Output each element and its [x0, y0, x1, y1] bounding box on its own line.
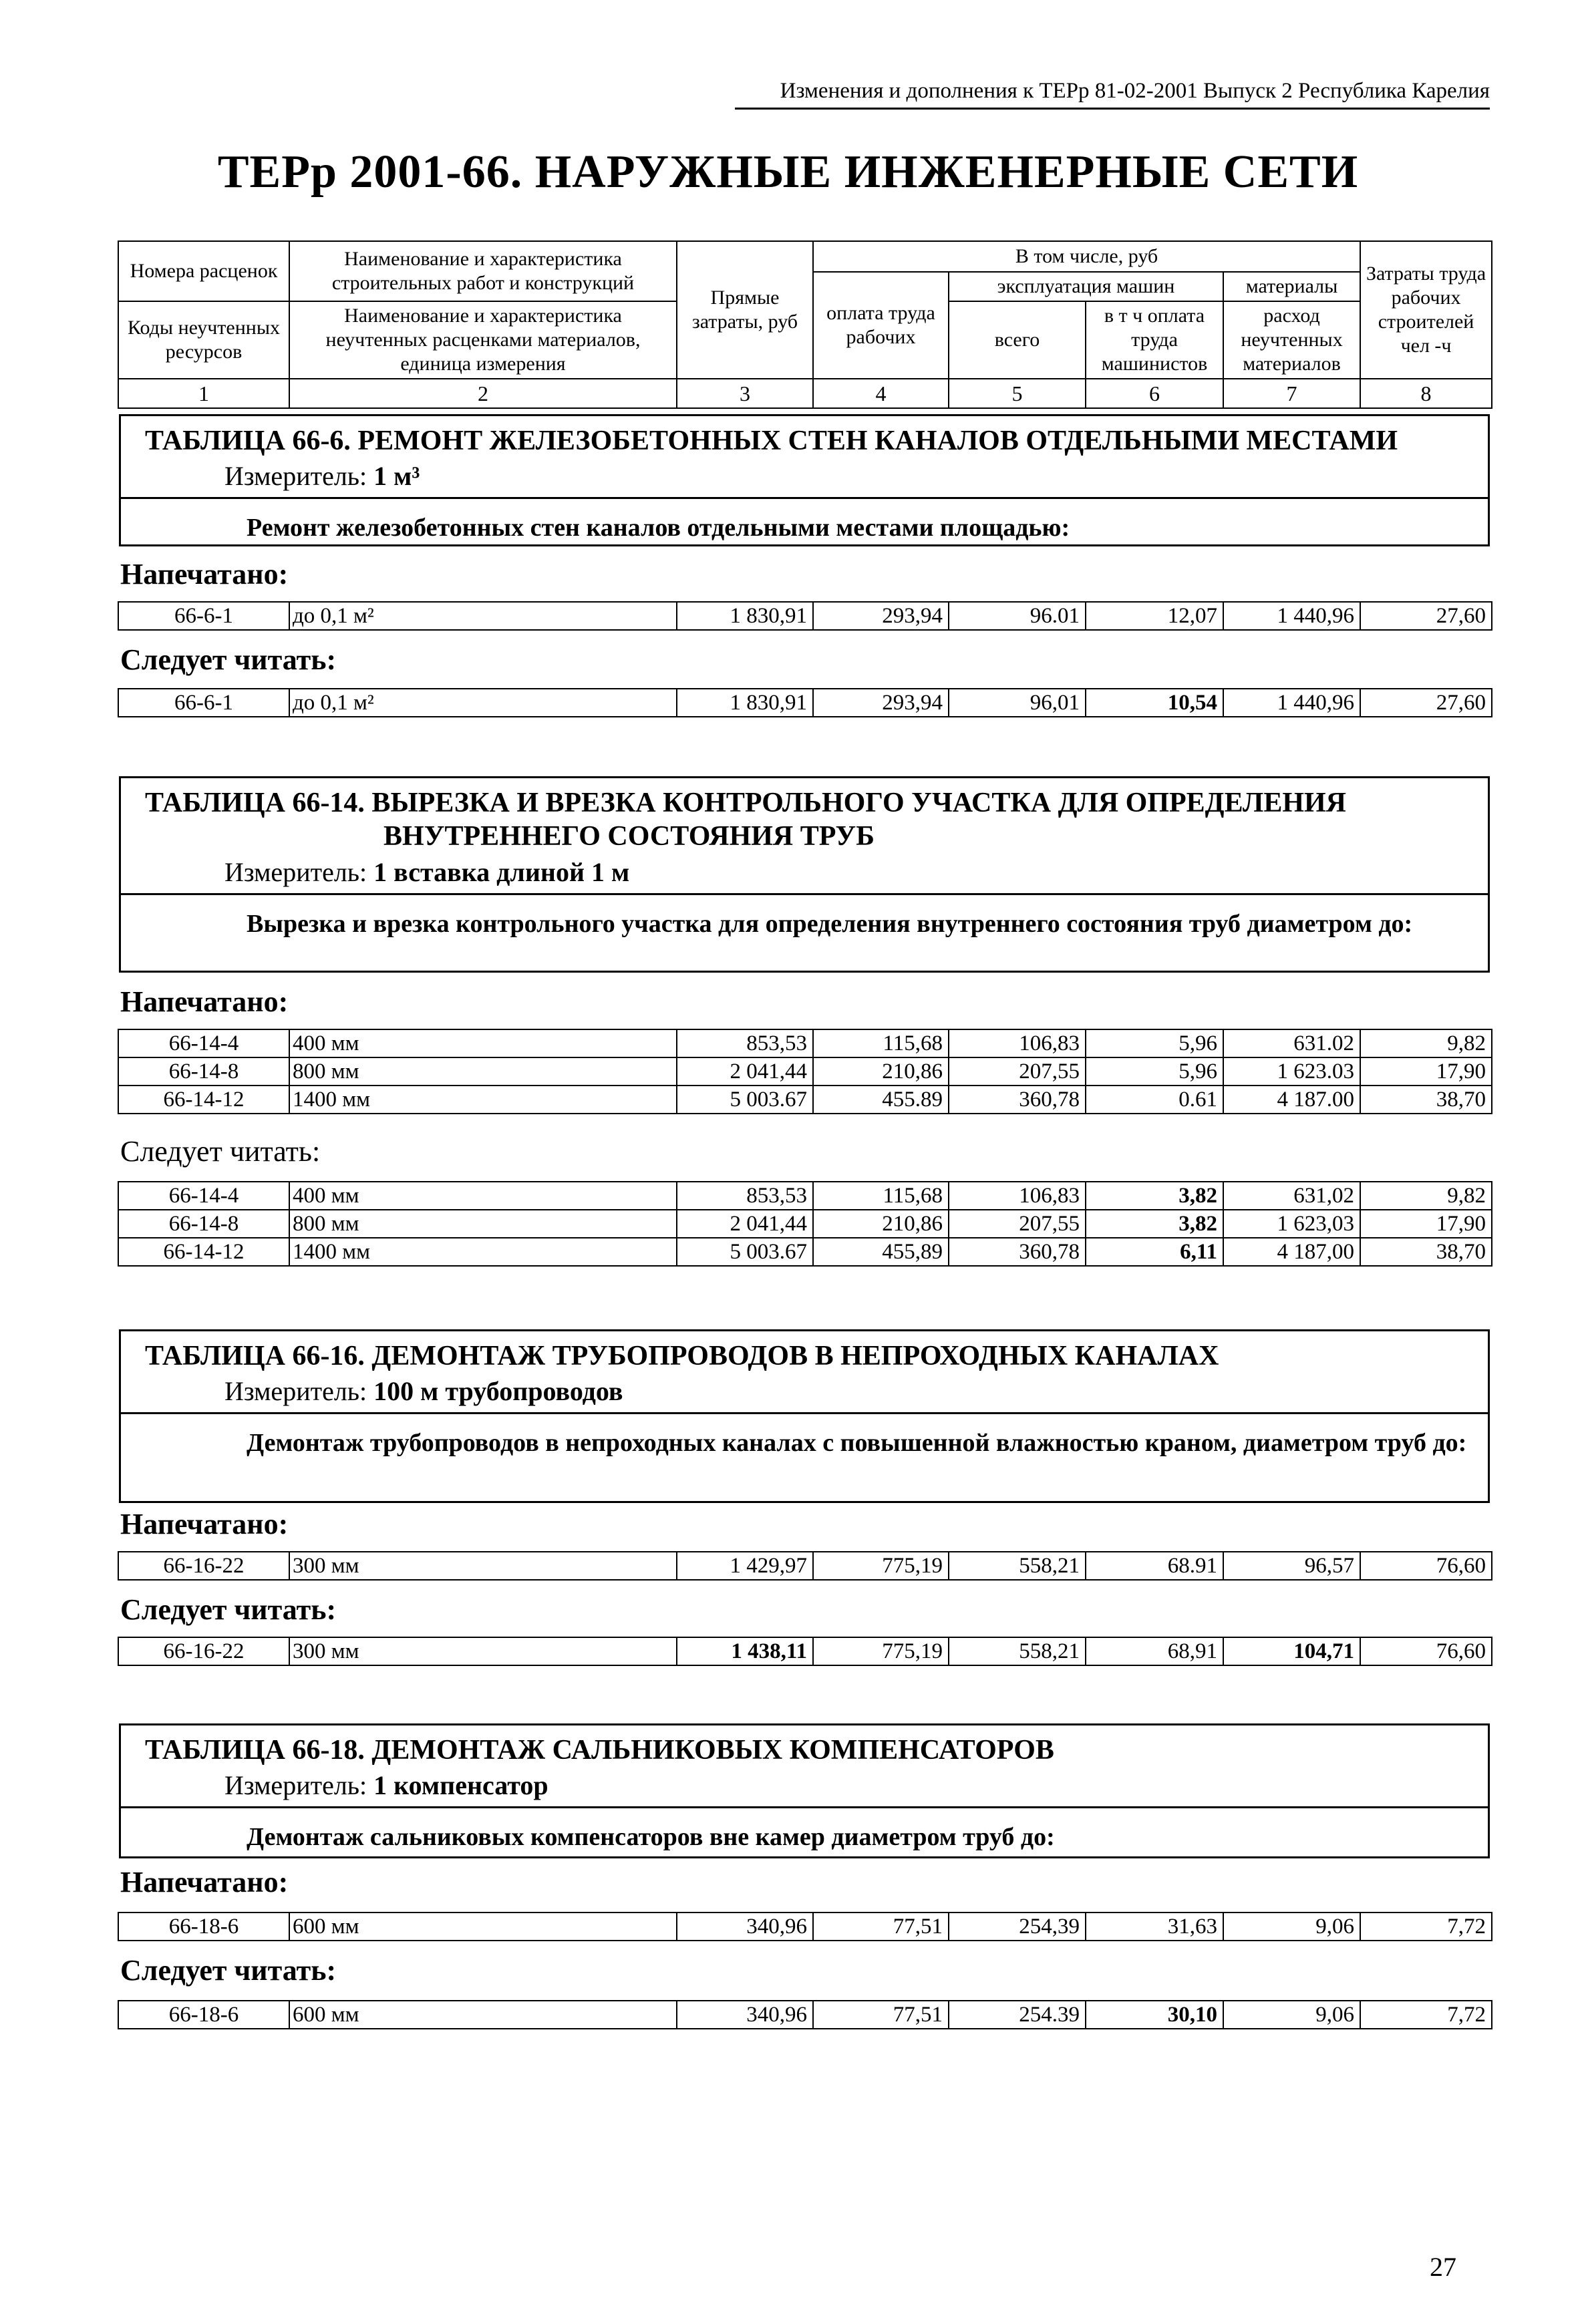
col-number: 4 — [813, 379, 949, 408]
should-read-table — [118, 2000, 1492, 2029]
section-measure — [121, 1767, 1488, 1806]
value-cell: 30,10 — [1086, 2001, 1223, 2029]
section-table-66-16 — [119, 1329, 1490, 1503]
value-cell: 207,55 — [949, 1210, 1086, 1238]
header-labor-costs: Затраты труда рабочих строителей чел -ч — [1360, 241, 1492, 379]
col-number: 8 — [1360, 379, 1492, 408]
should-read-label: Следует читать: — [120, 1954, 337, 1987]
section-title-line1: ТАБЛИЦА 66-14. ВЫРЕЗКА И ВРЕЗКА КОНТРОЛЬНОГО УЧАСТКА ДЛЯ ОПРЕДЕЛЕНИЯ — [145, 788, 1347, 818]
section-title-line2: ВНУТРЕННЕГО СОСТОЯНИЯ ТРУБ — [383, 821, 875, 852]
value-cell: 1 830,91 — [677, 689, 813, 717]
header-wages: оплата труда рабочих — [813, 272, 949, 379]
rate-name-cell: 400 мм — [289, 1182, 677, 1210]
should-read-table — [118, 688, 1492, 717]
value-cell: 10,54 — [1086, 689, 1223, 717]
table-row — [118, 1057, 1492, 1086]
value-cell: 631.02 — [1223, 1029, 1360, 1057]
value-cell: 5,96 — [1086, 1057, 1223, 1086]
table-row — [118, 1029, 1492, 1057]
measure-value: 100 м трубопроводов — [373, 1376, 623, 1407]
value-cell: 38,70 — [1360, 1238, 1492, 1266]
value-cell: 1 429,97 — [677, 1552, 813, 1580]
value-cell: 96,57 — [1223, 1552, 1360, 1580]
rate-name-cell: 600 мм — [289, 2001, 677, 2029]
value-cell: 38,70 — [1360, 1086, 1492, 1114]
printed-label: Напечатано: — [120, 1508, 289, 1540]
rate-name-cell: до 0,1 м² — [289, 602, 677, 630]
value-cell: 853,53 — [677, 1182, 813, 1210]
section-measure — [121, 854, 1488, 893]
value-cell: 1 440,96 — [1223, 689, 1360, 717]
header-machines: эксплуатация машин — [949, 272, 1223, 301]
header-resource-codes: Коды неучтенных ресурсов — [118, 301, 289, 379]
rate-name-cell: до 0,1 м² — [289, 689, 677, 717]
value-cell: 340,96 — [677, 2001, 813, 2029]
rate-code-cell: 66-16-22 — [118, 1552, 289, 1580]
value-cell: 2 041,44 — [677, 1057, 813, 1086]
value-cell: 115,68 — [813, 1029, 949, 1057]
table-row — [118, 1637, 1492, 1665]
printed-table — [118, 1029, 1492, 1114]
section-title — [121, 778, 1488, 854]
value-cell: 77,51 — [813, 1913, 949, 1941]
value-cell: 1 440,96 — [1223, 602, 1360, 630]
measure-value: 1 вставка длиной 1 м — [373, 856, 630, 887]
should-read-table — [118, 1181, 1492, 1267]
value-cell: 1 623,03 — [1223, 1210, 1360, 1238]
table-row — [118, 602, 1492, 630]
header-material-use: расход неучтенных материалов — [1223, 301, 1360, 379]
printed-table — [118, 1551, 1492, 1581]
page-title: ТЕРр 2001-66. НАРУЖНЫЕ ИНЖЕНЕРНЫЕ СЕТИ — [217, 146, 1359, 198]
value-cell: 1 438,11 — [677, 1637, 813, 1665]
running-header: Изменения и дополнения к ТЕРр 81-02-2001 Выпуск 2 Республика Карелия — [735, 79, 1490, 110]
should-read-label: Следует читать: — [120, 1593, 337, 1626]
section-subtitle: Ремонт железобетонных стен каналов отдельными местами площадью: — [121, 497, 1488, 551]
section-subtitle: Вырезка и врезка контрольного участка для определения внутреннего состояния труб диаметром до: — [121, 893, 1488, 947]
header-material-name: Наименование и характеристика неучтенных расценками материалов, единица измерения — [289, 301, 677, 379]
value-cell: 293,94 — [813, 689, 949, 717]
value-cell: 3,82 — [1086, 1182, 1223, 1210]
value-cell: 3,82 — [1086, 1210, 1223, 1238]
header-direct-costs: Прямые затраты, руб — [677, 241, 813, 379]
value-cell: 631,02 — [1223, 1182, 1360, 1210]
value-cell: 210,86 — [813, 1210, 949, 1238]
value-cell: 77,51 — [813, 2001, 949, 2029]
value-cell: 853,53 — [677, 1029, 813, 1057]
value-cell: 5 003.67 — [677, 1086, 813, 1114]
value-cell: 455.89 — [813, 1086, 949, 1114]
value-cell: 775,19 — [813, 1552, 949, 1580]
rate-code-cell: 66-18-6 — [118, 2001, 289, 2029]
value-cell: 12,07 — [1086, 602, 1223, 630]
value-cell: 455,89 — [813, 1238, 949, 1266]
rate-code-cell: 66-18-6 — [118, 1913, 289, 1941]
rate-code-cell: 66-14-8 — [118, 1057, 289, 1086]
table-row — [118, 1238, 1492, 1266]
table-row — [118, 1552, 1492, 1580]
value-cell: 7,72 — [1360, 2001, 1492, 2029]
value-cell: 5 003.67 — [677, 1238, 813, 1266]
rate-code-cell: 66-14-8 — [118, 1210, 289, 1238]
value-cell: 7,72 — [1360, 1913, 1492, 1941]
table-row — [118, 1182, 1492, 1210]
measure-label: Измеритель: — [224, 1770, 367, 1801]
value-cell: 106,83 — [949, 1182, 1086, 1210]
measure-value: 1 компенсатор — [373, 1770, 548, 1801]
value-cell: 2 041,44 — [677, 1210, 813, 1238]
should-read-label: Следует читать: — [120, 1135, 321, 1168]
value-cell: 293,94 — [813, 602, 949, 630]
value-cell: 558,21 — [949, 1552, 1086, 1580]
rate-name-cell: 1400 мм — [289, 1086, 677, 1114]
col-number: 2 — [289, 379, 677, 408]
value-cell: 4 187.00 — [1223, 1086, 1360, 1114]
header-rate-numbers: Номера расценок — [118, 241, 289, 301]
table-row — [118, 1210, 1492, 1238]
rate-name-cell: 1400 мм — [289, 1238, 677, 1266]
value-cell: 9,82 — [1360, 1182, 1492, 1210]
value-cell: 6,11 — [1086, 1238, 1223, 1266]
rate-code-cell: 66-14-12 — [118, 1238, 289, 1266]
printed-table — [118, 1912, 1492, 1941]
value-cell: 106,83 — [949, 1029, 1086, 1057]
section-table-66-6 — [119, 414, 1490, 546]
rate-name-cell: 800 мм — [289, 1057, 677, 1086]
table-row — [118, 2001, 1492, 2029]
value-cell: 558,21 — [949, 1637, 1086, 1665]
value-cell: 0.61 — [1086, 1086, 1223, 1114]
value-cell: 360,78 — [949, 1238, 1086, 1266]
table-row — [118, 1913, 1492, 1941]
measure-label: Измеритель: — [224, 461, 367, 492]
rate-name-cell: 800 мм — [289, 1210, 677, 1238]
value-cell: 254.39 — [949, 2001, 1086, 2029]
section-measure — [121, 458, 1488, 497]
value-cell: 27,60 — [1360, 602, 1492, 630]
printed-label: Напечатано: — [120, 558, 289, 591]
should-read-label: Следует читать: — [120, 643, 337, 676]
value-cell: 1 623.03 — [1223, 1057, 1360, 1086]
value-cell: 1 830,91 — [677, 602, 813, 630]
printed-label: Напечатано: — [120, 985, 289, 1018]
header-operator-wages: в т ч оплата труда машинистов — [1086, 301, 1223, 379]
value-cell: 340,96 — [677, 1913, 813, 1941]
value-cell: 360,78 — [949, 1086, 1086, 1114]
header-machines-total: всего — [949, 301, 1086, 379]
col-number: 6 — [1086, 379, 1223, 408]
header-materials: материалы — [1223, 272, 1360, 301]
measure-label: Измеритель: — [224, 1376, 367, 1407]
header-including: В том числе, руб — [813, 241, 1360, 272]
value-cell: 68,91 — [1086, 1637, 1223, 1665]
should-read-table — [118, 1637, 1492, 1666]
rate-name-cell: 300 мм — [289, 1552, 677, 1580]
value-cell: 96.01 — [949, 602, 1086, 630]
value-cell: 68.91 — [1086, 1552, 1223, 1580]
value-cell: 96,01 — [949, 689, 1086, 717]
value-cell: 17,90 — [1360, 1057, 1492, 1086]
value-cell: 5,96 — [1086, 1029, 1223, 1057]
value-cell: 9,82 — [1360, 1029, 1492, 1057]
value-cell: 76,60 — [1360, 1637, 1492, 1665]
value-cell: 9,06 — [1223, 1913, 1360, 1941]
value-cell: 207,55 — [949, 1057, 1086, 1086]
section-subtitle: Демонтаж трубопроводов в непроходных каналах с повышенной влажностью краном, диаметром труб до: — [121, 1412, 1488, 1466]
column-header-table — [118, 240, 1492, 409]
section-table-66-18 — [119, 1723, 1490, 1858]
measure-value: 1 м³ — [373, 461, 420, 492]
value-cell: 17,90 — [1360, 1210, 1492, 1238]
page-number: 27 — [1430, 2252, 1456, 2282]
value-cell: 104,71 — [1223, 1637, 1360, 1665]
col-number: 5 — [949, 379, 1086, 408]
value-cell: 115,68 — [813, 1182, 949, 1210]
value-cell: 27,60 — [1360, 689, 1492, 717]
header-work-name: Наименование и характеристика строительных работ и конструкций — [289, 241, 677, 301]
value-cell: 254,39 — [949, 1913, 1086, 1941]
rate-code-cell: 66-6-1 — [118, 602, 289, 630]
rate-code-cell: 66-6-1 — [118, 689, 289, 717]
section-measure — [121, 1373, 1488, 1412]
rate-code-cell: 66-16-22 — [118, 1637, 289, 1665]
section-table-66-14 — [119, 776, 1490, 973]
value-cell: 9,06 — [1223, 2001, 1360, 2029]
section-title: ТАБЛИЦА 66-6. РЕМОНТ ЖЕЛЕЗОБЕТОННЫХ СТЕН КАНАЛОВ ОТДЕЛЬНЫМИ МЕСТАМИ — [145, 426, 1398, 456]
value-cell: 4 187,00 — [1223, 1238, 1360, 1266]
rate-name-cell: 400 мм — [289, 1029, 677, 1057]
value-cell: 775,19 — [813, 1637, 949, 1665]
table-row — [118, 689, 1492, 717]
table-row — [118, 1086, 1492, 1114]
section-title: ТАБЛИЦА 66-18. ДЕМОНТАЖ САЛЬНИКОВЫХ КОМПЕНСАТОРОВ — [145, 1735, 1054, 1766]
col-number: 7 — [1223, 379, 1360, 408]
section-title: ТАБЛИЦА 66-16. ДЕМОНТАЖ ТРУБОПРОВОДОВ В НЕПРОХОДНЫХ КАНАЛАХ — [145, 1341, 1219, 1371]
value-cell: 76,60 — [1360, 1552, 1492, 1580]
rate-code-cell: 66-14-4 — [118, 1029, 289, 1057]
rate-code-cell: 66-14-12 — [118, 1086, 289, 1114]
printed-table — [118, 601, 1492, 631]
col-number: 3 — [677, 379, 813, 408]
rate-code-cell: 66-14-4 — [118, 1182, 289, 1210]
measure-label: Измеритель: — [224, 856, 367, 887]
value-cell: 31,63 — [1086, 1913, 1223, 1941]
section-subtitle: Демонтаж сальниковых компенсаторов вне камер диаметром труб до: — [121, 1806, 1488, 1860]
col-number: 1 — [118, 379, 289, 408]
rate-name-cell: 600 мм — [289, 1913, 677, 1941]
printed-label: Напечатано: — [120, 1866, 289, 1898]
value-cell: 210,86 — [813, 1057, 949, 1086]
rate-name-cell: 300 мм — [289, 1637, 677, 1665]
